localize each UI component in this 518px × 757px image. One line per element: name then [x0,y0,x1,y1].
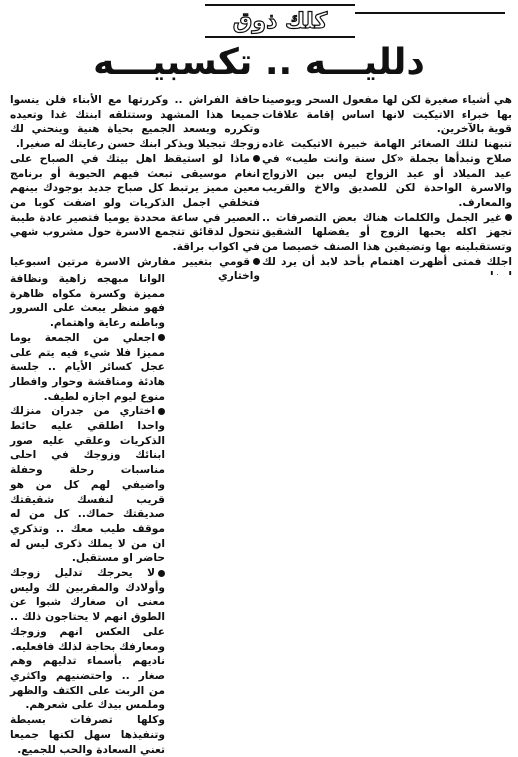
paragraph: هي أشياء صغيرة لكن لها مفعول السحر ويوصينا بها خبراء الاتيكيت لانها اساس إقامة علاقات قوية بالآخرين. [262,94,512,136]
bullet-icon [253,258,260,265]
paragraph [10,152,260,255]
paragraph: الوانا مبهجه زاهية ونظافة مميزة وكسرة مكواه ظاهرة فهو منظر يبعث على السرور وباطنه رعاية واهتمام. [10,273,165,330]
paragraph-text: لا يحرجك تدليل زوجك وأولادك والمقربين لك وليس معنى ان صغارك شبوا عن الطوق انهم لا يحتاجون ذلك .. على العكس انهم وزوجك ومعارفك بحاجة لذلك فافعليه. [10,567,165,653]
paragraph [10,404,165,566]
paragraph: ناديهم بأسماء تدليهم وهم صغار .. واحتضنيهم واكثري من الربت على الكتف والظهر وملمس بيدك على شعرهم. [10,655,165,712]
article-headline: دلليـــه .. تكسبيـــه [93,42,425,83]
paragraph-text: ماذا لو استيقظ اهل بيتك في الصباح على انغام موسيقى تبعث فيهم الحيوية أو برنامج معين مميز يرتبط كل صباح جديد بوجودك بينهم فتخلقي اجمل الذكريات ولو اضفت كوبا من العصير في ساعة محددة يوميا فتصير عادة طيبة تتحول لدقائق تتجمع الاسرة حول مشروب شهي في اكواب براقة. [10,152,260,254]
bullet-icon [158,570,165,577]
paragraph [262,211,512,285]
article-column-lower [10,272,165,756]
section-kicker: كلك ذوق [205,4,355,38]
bullet-icon [158,334,165,341]
paragraph [10,566,165,654]
kicker-rule-right [355,12,505,14]
paragraph: وكلها تصرفات بسيطة وتنفيذها سهل لكنها جميعا تعني السعادة والحب للجميع. [10,714,165,756]
paragraph: تنبهنا لتلك الصغائر الهامة خبيرة الاتيكيت غاده صلاح وتبدأها بجملة «كل سنة وانت طيب» في عيد الميلاد أو عيد الزواج ليس بين الازواج والاسرة الواحدة لكن للصديق والاخ والقريب والمعارف. [262,138,512,209]
bullet-icon [253,155,260,162]
paragraph [10,331,165,405]
paragraph: حافة الفراش .. وكررتها مع الأبناء فلن ينسوا جميعا هذا المشهد وستتلقه ابنتك غدا وتعيده وتكرره ويسعد الجميع بحياة هنية وينحني لك زوجك تبجيلا ويذكر ابنك حسن رعايتك له صغيرا. [10,94,260,151]
blank-area [262,275,512,695]
paragraph-text: اجعلي من الجمعة يوما مميزا فلا شيء فيه يتم على عجل كسائر الأيام .. جلسة هادئة ومناقشة وحوار وافطار منوع ليوم اجازه لطيف. [10,331,165,403]
bullet-icon [158,408,165,415]
paragraph-text: غير الجمل والكلمات هناك بعض التصرفات .. تجهز اكله يحبها الزوج أو يفضلها الشقيق وتستقبلينه بها وتضيفين هذا الصنف خصيصا من اجلك فمتى أظهرت اهتمام بأحد لابد أن يرد لك [262,211,512,268]
paragraph-text: قومي بتغيير مفارش الاسرة مرتين اسبوعيا واختاري [10,255,260,283]
article-column-right [262,93,512,271]
paragraph-text: اختاري من جدران منزلك واحدا اطلقي عليه حائط الذكريات وعلقي عليه صور ابنائك وزوجك في احلى مناسبات رحلة وحفلة واضيفي لهم كل من هو قريب لنفسك شقيقتك صديقتك حماك.. كل من له موقف طيب معك .. وتذكري ان من لا يملك ذكرى ليس له حاضر او مستقبل. [10,405,165,565]
article-column-middle [10,93,260,283]
bullet-icon [505,214,512,221]
